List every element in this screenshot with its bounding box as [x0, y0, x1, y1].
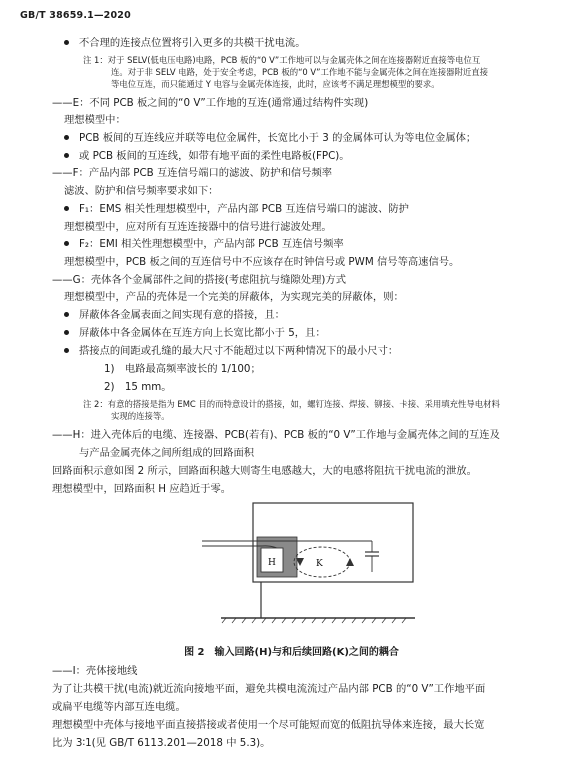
line-text: 或 PCB 板间的互连线，如带有地平面的柔性电路板(FPC)。 [79, 150, 350, 162]
loop-k-label: K [316, 559, 323, 569]
line-text: ——E：不同 PCB 板之间的“0 V”工作地的互连(通常通过结构件实现) [52, 97, 369, 109]
line-text: 注 1：对于 SELV(低电压电路)电路，PCB 板的“0 V”工作地可以与金属壳体之间在连接器附近直接等电位互 [83, 55, 481, 65]
line-text: 比为 3∶1(见 GB/T 6113.201—2018 中 5.3)。 [52, 737, 271, 749]
line-text: F₂：EMI 相关性理想模型中，产品内部 PCB 互连信号频率 [79, 238, 344, 250]
line-text: 注 2：有意的搭接是指为 EMC 目的而特意设计的搭接，如，螺钉连接、焊接、铆接、卡接、采用填充性导电材料 [83, 399, 500, 409]
line-text: 与产品金属壳体之间所组成的回路面积 [79, 447, 255, 459]
line-text: F₁：EMS 相关性理想模型中，产品内部 PCB 互连信号端口的滤波、防护 [79, 203, 409, 215]
line-text: 连。对于非 SELV 电路，处于安全考虑，PCB 板的“0 V”工作地不能与金属壳体之间在连接器附近直接 [111, 67, 488, 77]
line-text: 滤波、防护和信号频率要求如下： [64, 185, 219, 197]
line-text: ——G：壳体各个金属部件之间的搭接(考虑阻抗与缝隙处理)方式 [52, 274, 347, 286]
line-text: 回路面积示意如图 2 所示，回路面积越大则寄生电感越大，大的电感将阻抗干扰电流的泄放。 [52, 465, 477, 477]
line-text: 理想模型中，回路面积 H 应趋近于零。 [52, 483, 232, 495]
line-text: 理想模型中，PCB 板之间的互连信号中不应该存在时钟信号或 PWM 信号等高速信号。 [64, 256, 460, 268]
line-text: 1) 电路最高频率波长的 1/100； [104, 363, 261, 375]
standard-number: GB/T 38659.1—2020 [20, 10, 131, 21]
line-text: 理想模型中，应对所有互连连接器中的信号进行滤波处理。 [64, 221, 332, 233]
loop-h-label: H [268, 558, 276, 568]
figure-caption: 图 2 输入回路(H)与和后续回路(K)之间的耦合 [184, 647, 399, 658]
line-text: 搭接点的间距或孔缝的最大尺寸不能超过以下两种情况下的最小尺寸： [79, 345, 399, 357]
line-text: 理想模型中壳体与接地平面直接搭接或者使用一个尽可能短而宽的低阻抗导体来连接，最大长宽 [52, 719, 485, 731]
line-text: 理想模型中，产品的壳体是一个完美的屏蔽体，为实现完美的屏蔽体，则： [64, 291, 404, 303]
line-text: 屏蔽体中各金属体在互连方向上长宽比都小于 5，且： [79, 327, 326, 339]
line-text: ——H：进入壳体后的电缆、连接器、PCB(若有)、PCB 板的“0 V”工作地与金属壳体之间的互连及 [52, 429, 500, 441]
line-text: PCB 板间的互连线应并联等电位金属件，长宽比小于 3 的金属体可认为等电位金属体； [79, 132, 477, 144]
ground-hatch [222, 618, 406, 623]
line-text: 实现的连接等。 [111, 411, 170, 421]
line-text: 理想模型中： [64, 114, 126, 126]
line-text: 为了让共模干扰(电流)就近流向接地平面，避免共模电流流过产品内部 PCB 的“0 V”工作地平面 [52, 683, 486, 695]
line-text: 等电位互连，而只能通过 Y 电容与金属壳体连接，此时，应该考不满足理想模型的要求。 [111, 79, 440, 89]
line-text: ——I：壳体接地线 [52, 665, 138, 677]
line-text: 屏蔽体各金属表面之间实现有意的搭接，且： [79, 309, 285, 321]
loop-k-arrow-right [346, 558, 354, 566]
line-text: 不合理的连接点位置将引入更多的共模干扰电流。 [79, 37, 306, 49]
line-text: ——F：产品内部 PCB 互连信号端口的滤波、防护和信号频率 [52, 167, 333, 179]
line-text: 或扁平电缆等内部互连电缆。 [52, 701, 186, 713]
line-text: 2) 15 mm。 [104, 381, 172, 393]
